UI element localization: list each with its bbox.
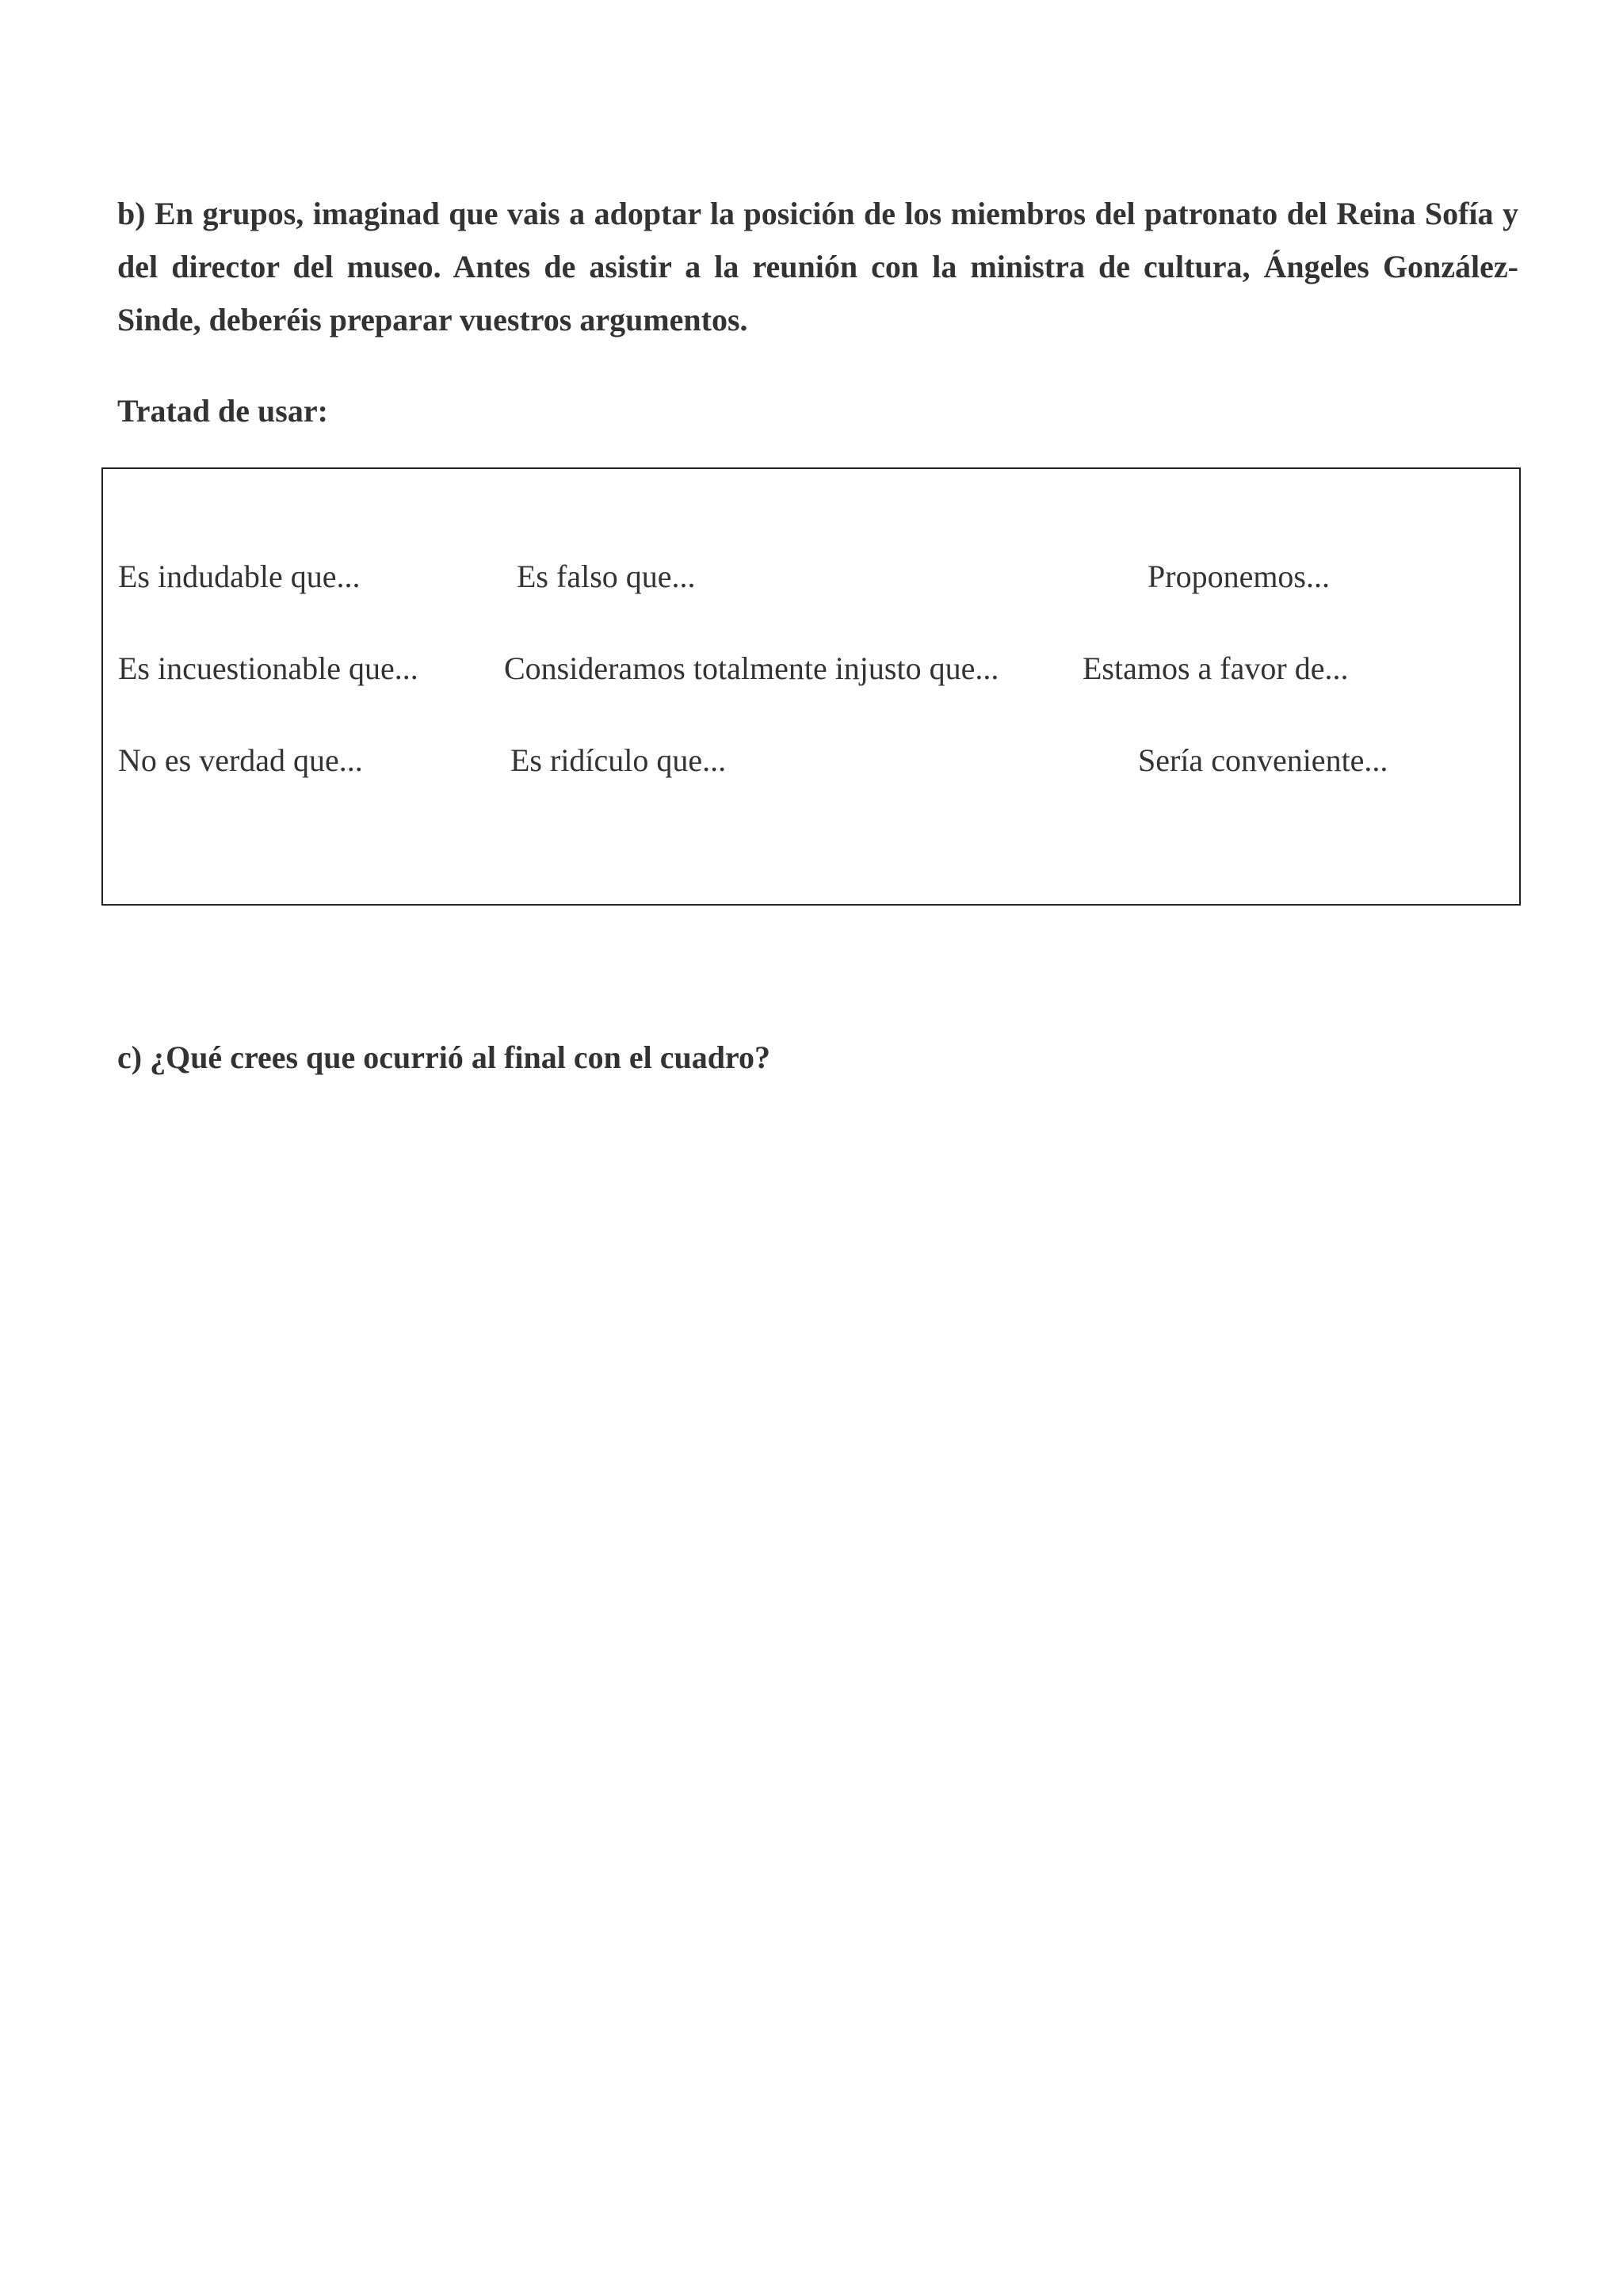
expression-no-es-verdad: No es verdad que... (118, 742, 363, 778)
exercise-b-instructions: b) En grupos, imaginad que vais a adoptar la posición de los miembros del patronato del Reina Sofía y del director del museo. Antes de asistir a la reunión con la ministra de cultura, Ángeles González- Sinde, deberéis preparar vuestros argumentos. (117, 196, 1518, 338)
expression-es-indudable: Es indudable que... (118, 559, 361, 594)
exercise-c-question: c) ¿Qué crees que ocurrió al final con el cuadro? (117, 1039, 770, 1075)
expression-consideramos-injusto: Consideramos totalmente injusto que... (504, 650, 999, 686)
expression-proponemos: Proponemos... (1148, 559, 1330, 594)
expression-es-ridiculo: Es ridículo que... (510, 742, 727, 778)
expression-estamos-a-favor: Estamos a favor de... (1083, 650, 1349, 686)
expression-seria-conveniente: Sería conveniente... (1138, 742, 1388, 778)
expression-es-incuestionable: Es incuestionable que... (118, 650, 418, 686)
expressions-box (101, 467, 1521, 906)
tratad-de-usar-label: Tratad de usar: (117, 393, 328, 429)
expression-es-falso: Es falso que... (517, 559, 696, 594)
